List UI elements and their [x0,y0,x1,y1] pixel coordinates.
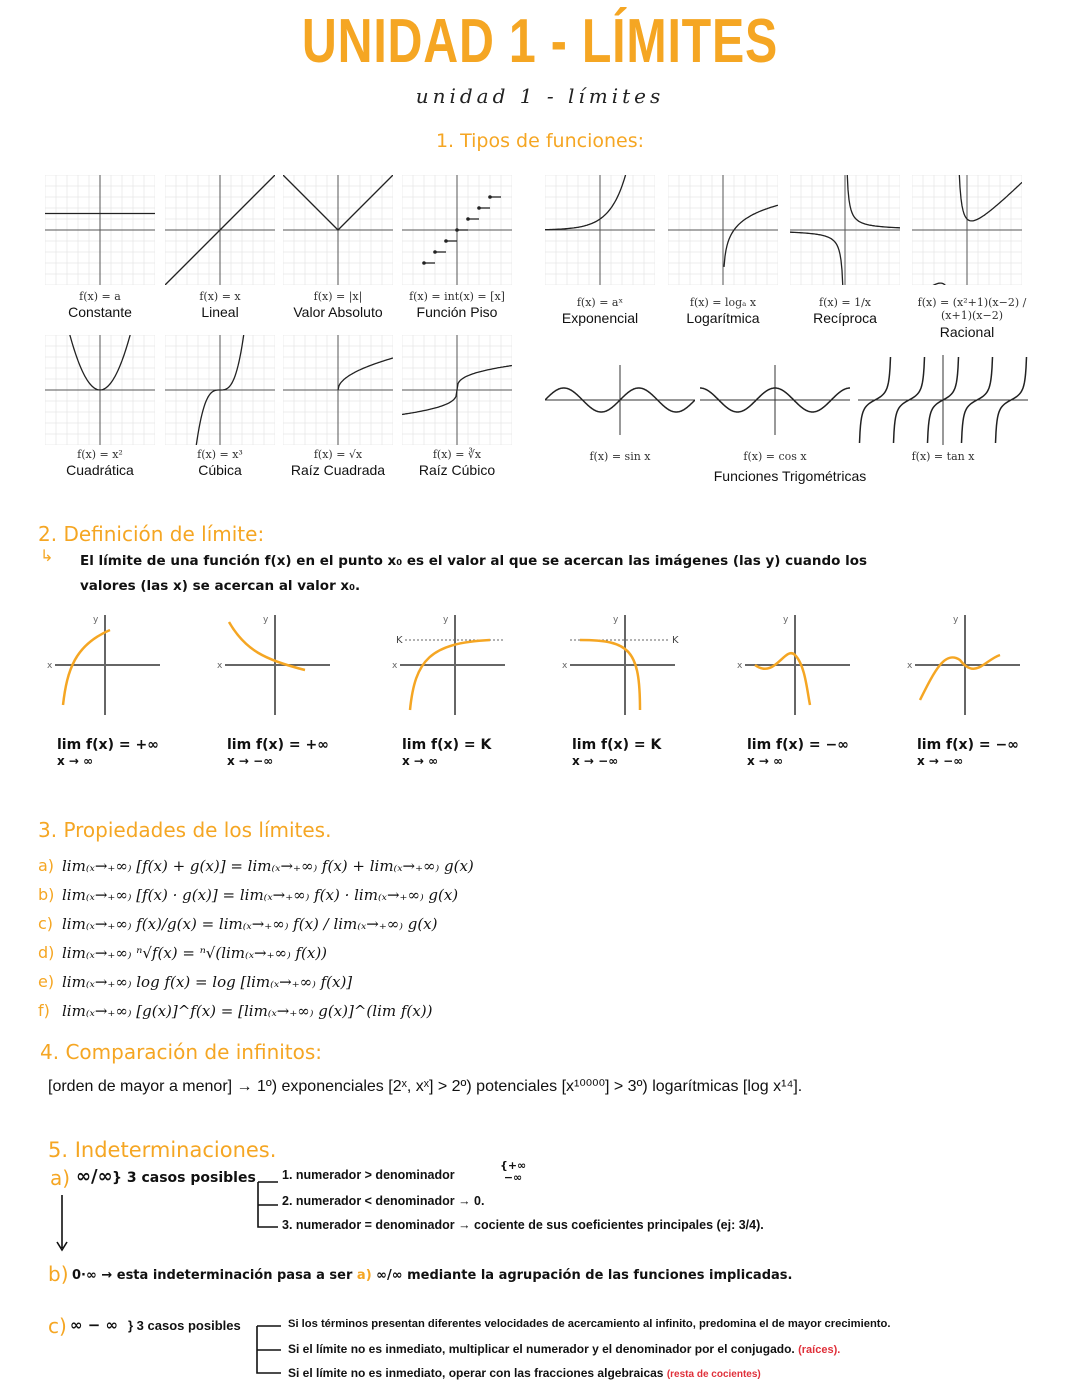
case-b-form: ∞/∞ [376,1268,403,1283]
property-formula: lim₍ₓ→₊∞₎ [f(x) · g(x)] = lim₍ₓ→₊∞₎ f(x) · lim₍ₓ→₊∞₎ g(x) [62,886,459,904]
x-axis-label: x [47,661,53,671]
y-axis-label: y [953,615,959,625]
limit-approach: x → ∞ [402,754,439,768]
page-subtitle: unidad 1 - límites [415,84,665,108]
plus-inf: +∞ [507,1159,527,1172]
trig-name: Funciones Trigométricas [713,468,867,484]
limit-curve [63,630,110,705]
section3-heading: 3. Propiedades de los límites. [38,818,332,842]
case-c-arrows [255,1318,285,1380]
case-c-form: ∞ − ∞ [70,1316,119,1334]
limit-approach: x → −∞ [917,754,964,768]
case-a-brace: {+∞ −∞ [500,1159,527,1184]
limit-expression: lim f(x) = −∞ [917,737,1019,753]
limit-curve [229,622,305,670]
step-point [477,206,481,210]
y-axis-label: y [783,615,789,625]
function-graph [45,175,155,285]
function-graph [668,175,778,285]
case-a-letter: a) [50,1166,71,1190]
case-a-item-2: 2. numerador < denominador → 0. [282,1194,485,1208]
limit-graph [905,610,1025,720]
trig-graph [700,365,850,435]
minus-inf: −∞ [503,1171,523,1184]
arrow-icon: ↳ [40,546,54,565]
limit-expression: lim f(x) = +∞ [227,737,329,753]
limit-graph [45,610,165,720]
function-name: Lineal [201,304,239,320]
function-name: Recíproca [813,310,877,326]
function-name: Valor Absoluto [293,304,383,320]
limit-curve [920,655,1000,700]
x-axis-label: x [562,661,568,671]
limit-expression: lim f(x) = −∞ [747,737,849,753]
case-c-note-2: (resta de cocientes) [666,1369,761,1380]
function-graph [545,175,655,285]
function-name: Raíz Cuadrada [290,462,386,478]
case-c-item-2 [288,1342,840,1356]
trig-formula: f(x) = sin x [589,450,651,463]
property-letter: c) [38,914,54,933]
case-b-line [72,1268,792,1283]
case-a-item-3: 3. numerador = denominador → cociente de sus coeficientes principales (ej: 3/4). [282,1218,764,1232]
page-title: UNIDAD 1 - LÍMITES [301,7,779,76]
function-name: Función Piso [416,304,498,320]
section1-heading: 1. Tipos de funciones: [435,130,645,152]
function-formula: f(x) = |x| [313,290,363,303]
limit-curve [580,640,640,710]
function-formula: f(x) = a [79,290,121,303]
case-b-letter: b) [48,1262,69,1286]
trig-graph [545,365,695,435]
property-letter: e) [38,972,55,991]
property-letter: f) [38,1001,50,1020]
y-axis-label: y [613,615,619,625]
limit-approach: x → −∞ [227,754,274,768]
case-a-item-1: 1. numerador > denominador [282,1168,455,1182]
function-graph [283,175,393,285]
function-formula: f(x) = x³ [197,448,243,461]
section2-heading: 2. Definición de límite: [38,522,265,546]
property-formula: lim₍ₓ→₊∞₎ ⁿ√f(x) = ⁿ√(lim₍ₓ→₊∞₎ f(x)) [62,944,328,962]
property-formula: lim₍ₓ→₊∞₎ f(x)/g(x) = lim₍ₓ→₊∞₎ f(x) / lim₍ₓ→₊∞₎ g(x) [62,915,438,933]
function-graph [402,175,512,285]
limit-graph [390,610,510,720]
infinity-comparison: [orden de mayor a menor] → 1º) exponenciales [2ˣ, xˣ] > 2º) potenciales [x¹⁰⁰⁰⁰] > 3º) logarítmicas [log x¹⁴]. [48,1078,803,1095]
property-letter: d) [38,943,55,962]
function-formula: f(x) = 1/x [819,296,871,309]
step-point [433,250,437,254]
section5-heading: 5. Indeterminaciones. [48,1138,277,1162]
function-name: Logarítmica [686,310,760,326]
k-label: K [396,635,403,646]
case-c-item-1: Si los términos presentan diferentes velocidades de acercamiento al infinito, predomina el de mayor crecimiento. [288,1318,891,1330]
step-point [422,261,426,265]
function-graph [912,175,1022,285]
case-c-note-1: (raíces). [798,1344,841,1356]
limit-curve [410,640,490,710]
case-b-rest: mediante la agrupación de las funciones implicadas. [407,1268,793,1283]
y-axis-label: y [93,615,99,625]
limit-curve [755,653,810,705]
property-letter: b) [38,885,55,904]
limit-approach: x → −∞ [572,754,619,768]
trig-formula: f(x) = tan x [911,450,975,463]
case-c-item-3 [288,1366,761,1380]
function-curve [724,205,778,267]
property-formula: lim₍ₓ→₊∞₎ [g(x)]^f(x) = [lim₍ₓ→₊∞₎ g(x)]^(lim f(x)) [62,1002,433,1020]
case-a-arrows [50,1170,290,1260]
limit-expression: lim f(x) = +∞ [57,737,159,753]
function-formula: f(x) = x [199,290,241,303]
definition-line1: El límite de una función f(x) en el punto x₀ es el valor al que se acercan las imágenes (las y) cuando los [80,553,868,569]
function-curve [338,358,393,390]
limit-graph [735,610,855,720]
case-c-count: } 3 casos posibles [128,1318,241,1333]
trig-graph [858,355,1028,445]
function-name: Cuadrática [66,462,134,478]
function-name: Constante [68,304,132,320]
case-b-text: 0·∞ → esta indeterminación pasa a ser [72,1268,353,1283]
limit-expression: lim f(x) = K [402,737,492,753]
case-c-item-2-text: Si el límite no es inmediato, multiplicar el numerador y el denominador por el conjugado. [288,1342,795,1356]
k-label: K [672,635,679,646]
function-graph [165,335,275,445]
function-graph [283,335,393,445]
function-formula: f(x) = logₐ x [689,296,757,309]
function-graph [402,335,512,445]
property-formula: lim₍ₓ→₊∞₎ [f(x) + g(x)] = lim₍ₓ→₊∞₎ f(x) + lim₍ₓ→₊∞₎ g(x) [62,857,474,875]
case-b-ref: a) [356,1268,372,1283]
function-formula: f(x) = ∛x [432,448,482,461]
step-point [488,195,492,199]
limit-expression: lim f(x) = K [572,737,662,753]
definition-line2: valores (las x) se acercan al valor x₀. [80,578,361,594]
function-formula: f(x) = x² [77,448,123,461]
case-a-form: ∞/∞ [76,1166,113,1187]
function-graph [45,335,155,445]
function-name: Exponencial [561,310,639,326]
limit-graph [560,610,680,720]
step-point [455,228,459,232]
x-axis-label: x [737,661,743,671]
function-name: Raíz Cúbico [418,462,496,478]
function-formula: f(x) = aˣ [576,296,624,309]
function-formula: f(x) = int(x) = [x] [409,290,505,303]
function-formula: f(x) = (x²+1)(x−2) / (x+1)(x−2) [917,296,1027,322]
function-curve [545,175,630,230]
property-formula: lim₍ₓ→₊∞₎ log f(x) = log [lim₍ₓ→₊∞₎ f(x)] [62,973,353,991]
limit-approach: x → ∞ [747,754,784,768]
function-formula: f(x) = √x [313,448,363,461]
x-axis-label: x [392,661,398,671]
case-c-letter: c) [48,1314,67,1338]
case-a-count: } 3 casos posibles [112,1170,256,1186]
section4-heading: 4. Comparación de infinitos: [40,1040,323,1064]
function-name: Cúbica [198,462,242,478]
step-point [466,217,470,221]
function-name: Racional [939,324,995,340]
function-graph [165,175,275,285]
limit-approach: x → ∞ [57,754,94,768]
y-axis-label: y [443,615,449,625]
case-c-item-3-text: Si el límite no es inmediato, operar con las fracciones algebraicas [288,1366,664,1380]
y-axis-label: y [263,615,269,625]
function-graph [790,175,900,285]
property-letter: a) [38,856,55,875]
limit-graph [215,610,335,720]
x-axis-label: x [217,661,223,671]
x-axis-label: x [907,661,913,671]
trig-formula: f(x) = cos x [743,450,807,463]
step-point [444,239,448,243]
